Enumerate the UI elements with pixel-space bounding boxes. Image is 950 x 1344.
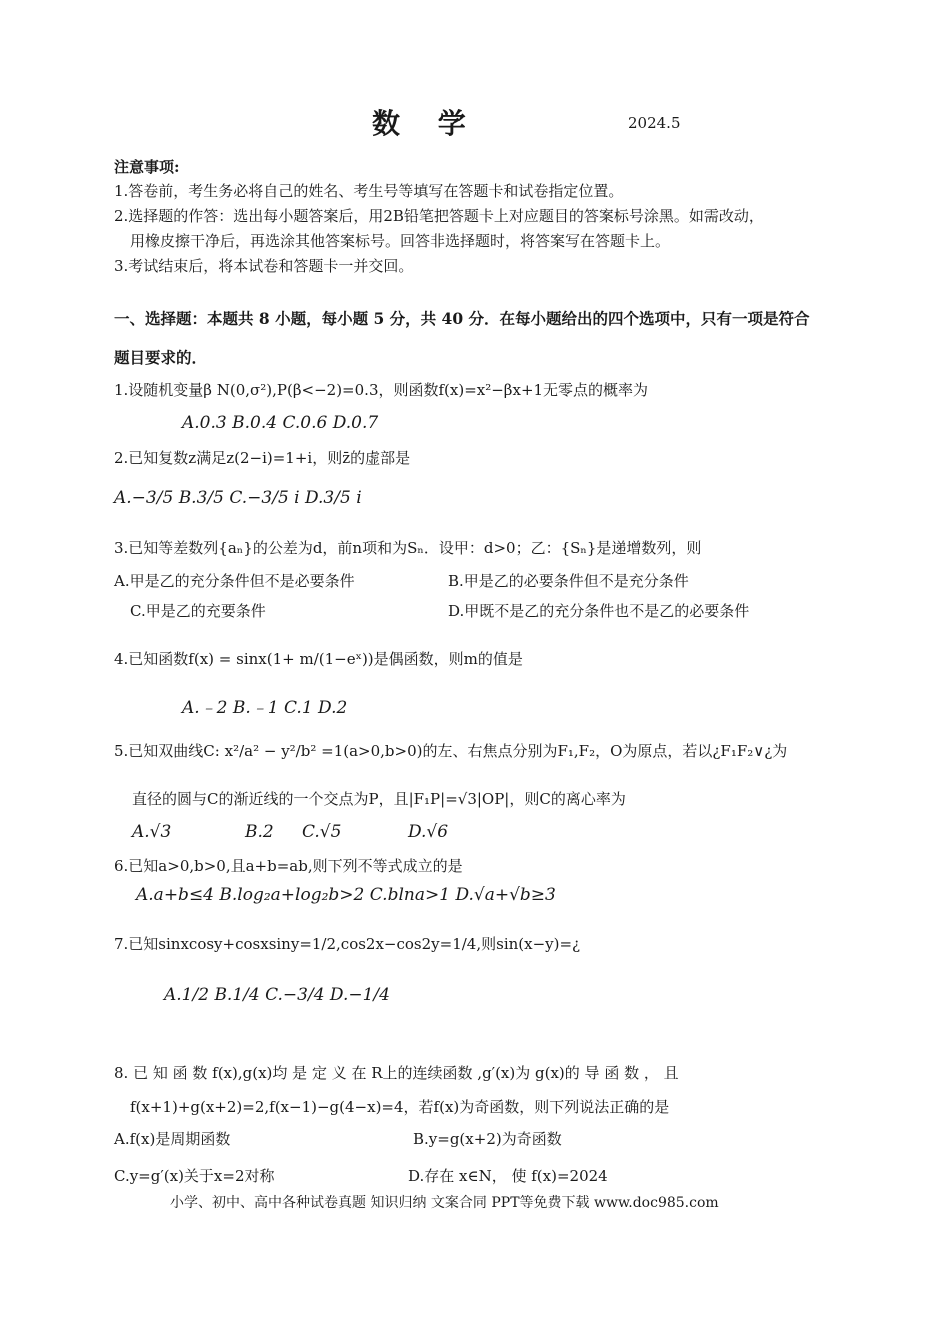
question-3-option-c: C.甲是乙的充要条件 xyxy=(130,602,266,620)
question-2-options: A.−3/5 B.3/5 C.−3/5 i D.3/5 i xyxy=(114,488,362,508)
question-8-option-a: A.f(x)是周期函数 xyxy=(114,1130,231,1148)
question-1-stem: 1.设随机变量β N(0,σ²),P(β<−2)=0.3，则函数f(x)=x²−βx+1无零点的概率为 xyxy=(114,381,649,399)
question-8-option-c: C.y=g′(x)关于x=2对称 xyxy=(114,1167,275,1185)
question-5-option-a: A.√3 xyxy=(132,822,172,842)
question-8-option-d: D.存在 x∈N， 使 f(x)=2024 xyxy=(408,1167,608,1185)
page-title: 数 学 xyxy=(372,107,480,140)
question-5-option-d: D.√6 xyxy=(408,822,449,842)
exam-date: 2024.5 xyxy=(628,114,681,132)
section-heading-cont: 题目要求的． xyxy=(114,348,208,367)
question-4-stem: 4.已知函数f(x) = sinx(1+ m/(1−eˣ))是偶函数，则m的值是 xyxy=(114,650,523,668)
question-5-stem: 5.已知双曲线C: x²/a² − y²/b² =1(a>0,b>0)的左、右焦点分别为F₁,F₂，O为原点，若以¿F₁F₂∨¿为 xyxy=(114,742,788,760)
question-6-stem: 6.已知a>0,b>0,且a+b=ab,则下列不等式成立的是 xyxy=(114,857,463,875)
question-5-option-c: C.√5 xyxy=(302,822,342,842)
question-2-stem: 2.已知复数z满足z(2−i)=1+i，则z̄的虚部是 xyxy=(114,449,411,467)
question-3-option-a: A.甲是乙的充分条件但不是必要条件 xyxy=(114,572,355,590)
notice-item-2-cont: 用橡皮擦干净后，再选涂其他答案标号。回答非选择题时，将答案写在答题卡上。 xyxy=(130,232,671,250)
question-8-stem: 8. 已 知 函 数 f(x),g(x)均 是 定 义 在 R上的连续函数 ,g′(x)为 g(x)的 导 函 数 ， 且 xyxy=(114,1064,679,1082)
question-6-options: A.a+b≤4 B.log₂a+log₂b>2 C.blna>1 D.√a+√b≥3 xyxy=(136,885,556,905)
question-8-option-b: B.y=g(x+2)为奇函数 xyxy=(413,1130,562,1148)
page-footer: 小学、初中、高中各种试卷真题 知识归纳 文案合同 PPT等免费下载 www.doc985.com xyxy=(170,1195,719,1211)
notice-item-3: 3.考试结束后，将本试卷和答题卡一并交回。 xyxy=(114,257,414,275)
question-3-option-d: D.甲既不是乙的充分条件也不是乙的必要条件 xyxy=(448,602,750,620)
notice-item-2: 2.选择题的作答：选出每小题答案后，用2B铅笔把答题卡上对应题目的答案标号涂黑。如需改动， xyxy=(114,207,764,225)
question-7-options: A.1/2 B.1/4 C.−3/4 D.−1/4 xyxy=(164,985,390,1005)
question-1-options: A.0.3 B.0.4 C.0.6 D.0.7 xyxy=(182,413,379,433)
notice-heading: 注意事项: xyxy=(114,158,180,176)
question-7-stem: 7.已知sinxcosy+cosxsiny=1/2,cos2x−cos2y=1/4,则sin(x−y)=¿ xyxy=(114,935,581,953)
question-3-stem: 3.已知等差数列{aₙ}的公差为d，前n项和为Sₙ．设甲：d>0；乙：{Sₙ}是递增数列，则 xyxy=(114,539,702,557)
notice-item-1: 1.答卷前，考生务必将自己的姓名、考生号等填写在答题卡和试卷指定位置。 xyxy=(114,182,624,200)
section-heading: 一、选择题：本题共 8 小题，每小题 5 分，共 40 分．在每小题给出的四个选项中，只有一项是符合 xyxy=(114,309,810,328)
question-5-stem-cont: 直径的圆与C的渐近线的一个交点为P，且|F₁P|=√3|OP|，则C的离心率为 xyxy=(132,790,626,808)
question-5-option-b: B.2 xyxy=(245,822,274,842)
question-3-option-b: B.甲是乙的必要条件但不是充分条件 xyxy=(448,572,689,590)
question-8-stem-cont: f(x+1)+g(x+2)=2,f(x−1)−g(4−x)=4，若f(x)为奇函数，则下列说法正确的是 xyxy=(130,1098,670,1116)
question-4-options: A.﹣2 B.﹣1 C.1 D.2 xyxy=(182,698,348,718)
